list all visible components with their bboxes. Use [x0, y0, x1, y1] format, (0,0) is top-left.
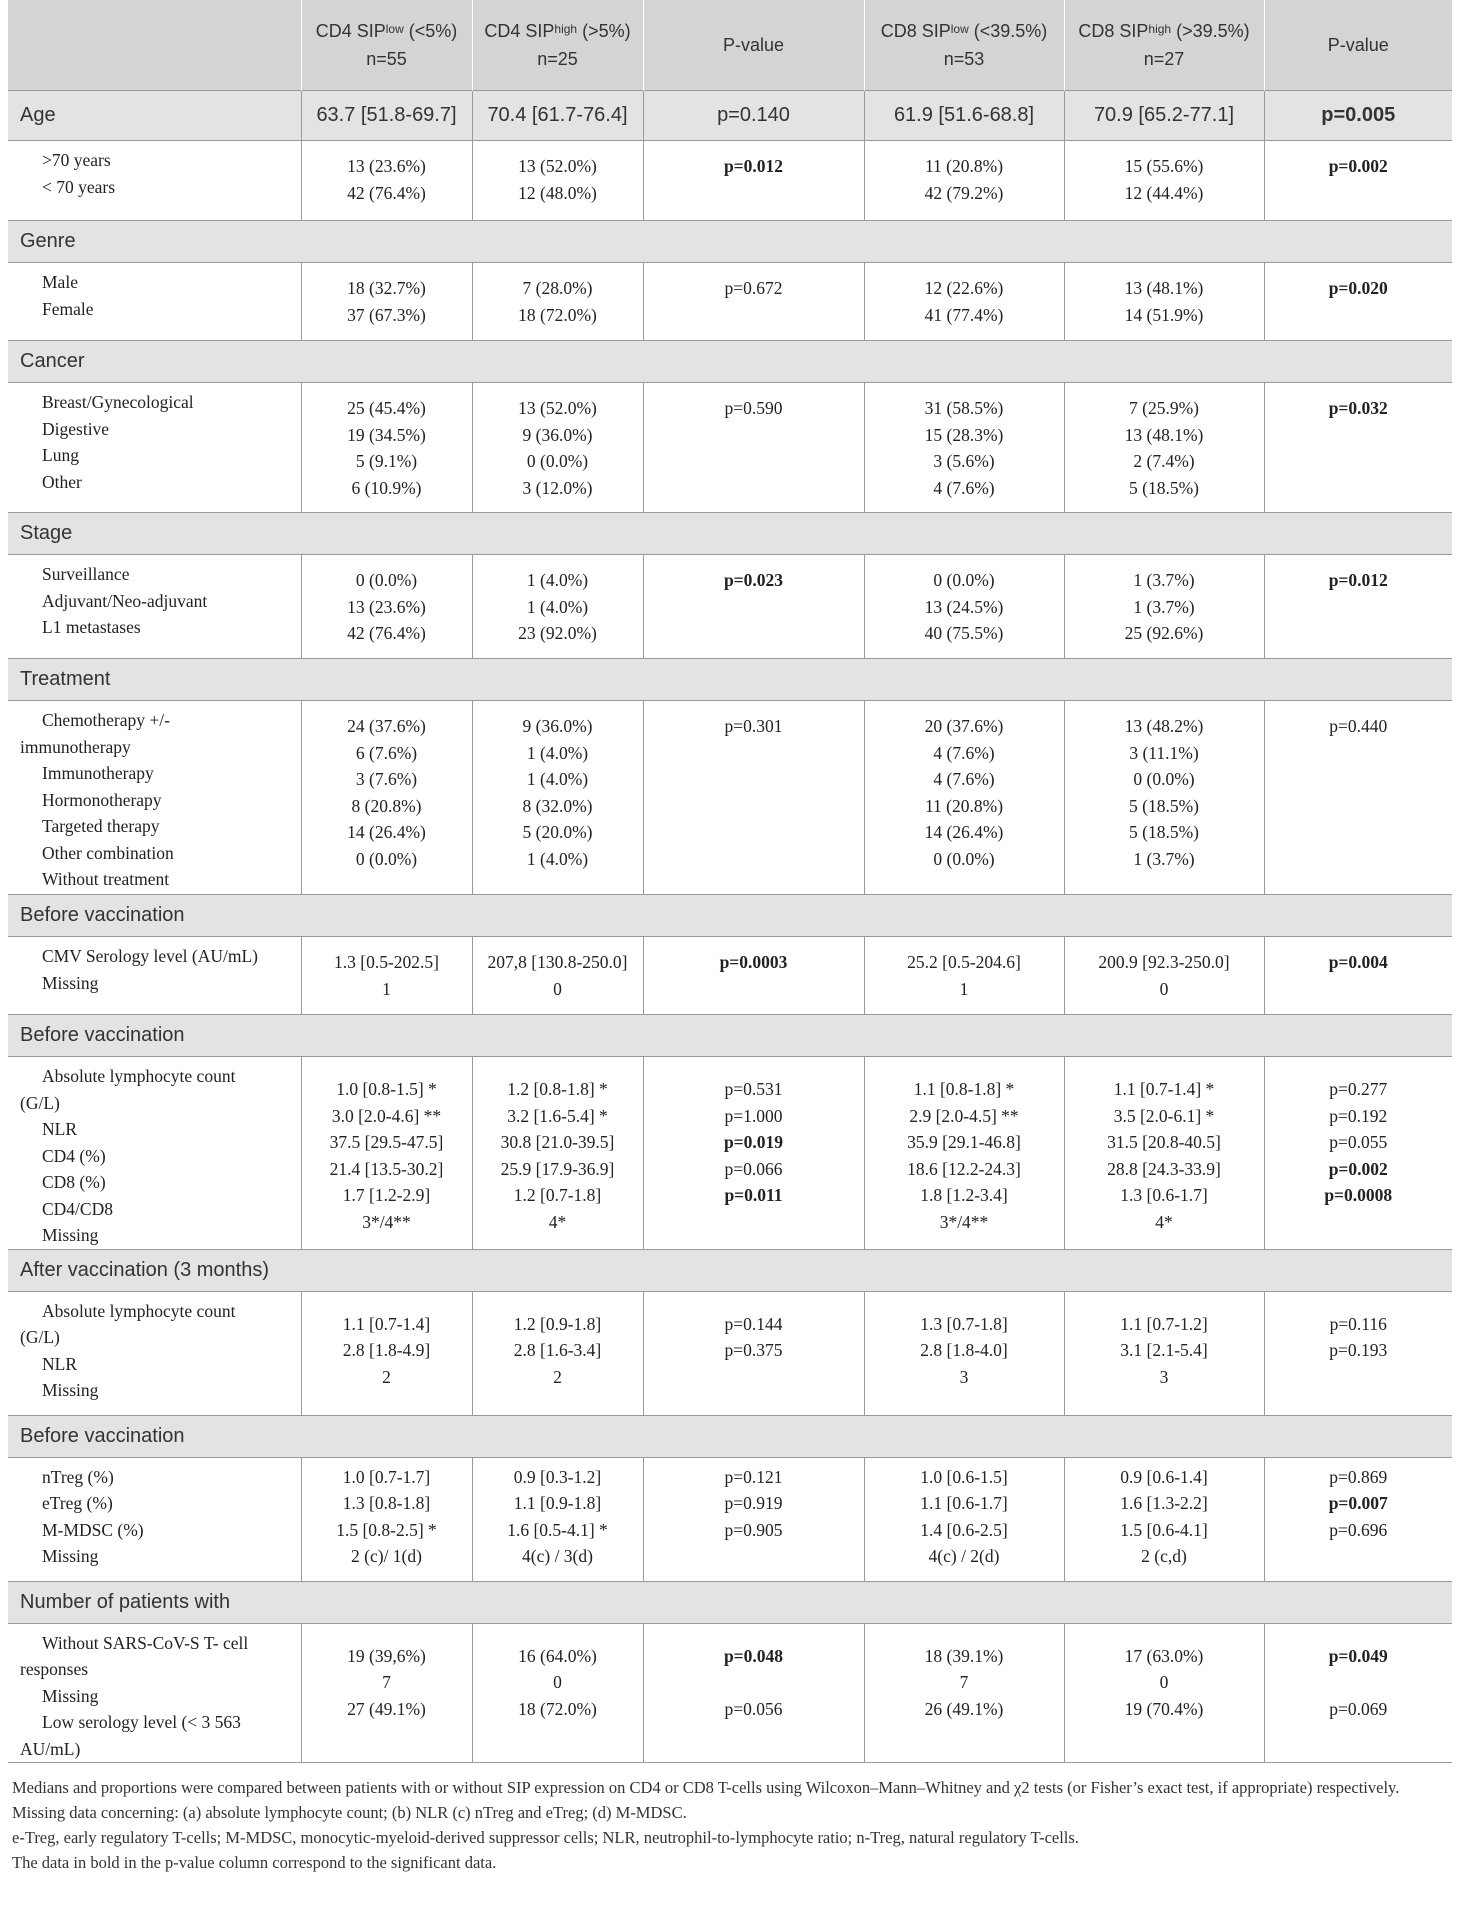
cell-value: 1 (3.7%)	[1133, 570, 1195, 590]
cell-value: 207,8 [130.8-250.0]	[487, 952, 628, 972]
p-value: p=0.069	[1329, 1698, 1388, 1719]
row-label: NLR	[42, 1119, 77, 1139]
cell-value: 40 (75.5%)	[924, 623, 1004, 643]
cell-value: 0	[1159, 978, 1169, 999]
cell-value: 25.9 [17.9-36.9]	[500, 1158, 615, 1179]
cell-value: 30.8 [21.0-39.5]	[500, 1132, 615, 1152]
cell-value: 3.1 [2.1-5.4]	[1120, 1340, 1208, 1360]
table-footnotes	[8, 1763, 1452, 1875]
cell-value: 13 (52.0%)	[518, 398, 597, 418]
cell-value: 4 (7.6%)	[933, 477, 995, 498]
cell-value: 2.8 [1.8-4.9]	[342, 1340, 431, 1360]
cell-value: 1.1 [0.8-1.8] *	[913, 1079, 1015, 1099]
section-title: Before vaccination	[8, 895, 1452, 937]
cell-value: 1	[382, 978, 391, 999]
age-label: Age	[8, 91, 301, 141]
cell-value: 3*/4**	[939, 1211, 989, 1232]
cell-value: 2	[382, 1366, 391, 1387]
cell-value: 26 (49.1%)	[924, 1698, 1004, 1719]
cell-value: 0 (0.0%)	[933, 848, 995, 869]
p-value: p=0.672	[724, 278, 783, 298]
p-value: p=0.007	[1328, 1493, 1388, 1513]
section-before-vaccination-cmv	[8, 895, 1452, 937]
cell-value: 1 (3.7%)	[1133, 848, 1195, 869]
cell-value: 7 (28.0%)	[522, 278, 593, 298]
cell-value: 4*	[1155, 1211, 1173, 1232]
header-pvalue-cd8: P-value	[1264, 0, 1452, 91]
cell-value: 3.0 [2.0-4.6] **	[331, 1105, 442, 1126]
cell-value: 5 (9.1%)	[355, 451, 418, 471]
p-value: p=0.049	[1328, 1645, 1388, 1666]
cell-value: 1 (4.0%)	[526, 848, 589, 869]
p-value: p=0.696	[1329, 1519, 1388, 1540]
p-value: p=0.919	[724, 1493, 783, 1513]
cell-value: 1 (3.7%)	[1133, 596, 1195, 617]
row-label: Missing	[42, 972, 99, 993]
p-value: p=0.193	[1329, 1340, 1388, 1360]
cell-value: 7 (25.9%)	[1129, 398, 1199, 418]
cell-value: 5 (18.5%)	[1129, 822, 1199, 842]
row-label: Missing	[42, 1380, 99, 1400]
row-label: Chemotherapy +/-	[42, 710, 170, 730]
cell-value: 5 (18.5%)	[1129, 477, 1199, 498]
p-value: p=0.048	[723, 1645, 784, 1666]
cell-value: 3	[959, 1366, 969, 1387]
cell-value: 1.3 [0.8-1.8]	[342, 1493, 431, 1513]
cell-value: 7	[382, 1672, 391, 1692]
header-pvalue-cd4: P-value	[643, 0, 864, 91]
cell-value: 31.5 [20.8-40.5]	[1107, 1132, 1221, 1152]
cell-value: 0 (0.0%)	[526, 451, 589, 471]
row-label: CMV Serology level (AU/mL)	[42, 946, 258, 966]
header-cd8-high: CD8 $SIP^{high}$ (>39.5%) n=27	[1064, 0, 1264, 91]
row-label: AU/mL)	[20, 1738, 81, 1759]
cell-value: 42 (79.2%)	[924, 182, 1004, 203]
row-label: NLR	[42, 1353, 77, 1374]
section-genre	[8, 221, 1452, 263]
cell-value: 42 (76.4%)	[347, 182, 426, 203]
cancer-row	[8, 383, 1452, 513]
cell-value: 1	[959, 978, 969, 999]
cell-value: 25 (45.4%)	[347, 398, 426, 418]
cell-value: 11 (20.8%)	[924, 156, 1004, 176]
cell-value: 0.9 [0.3-1.2]	[513, 1466, 602, 1487]
cell-value: 200.9 [92.3-250.0]	[1098, 952, 1230, 972]
cell-value: 19 (70.4%)	[1124, 1698, 1204, 1719]
cell-value: 9 (36.0%)	[522, 716, 593, 736]
p-value: p=0.590	[724, 398, 783, 418]
row-label: Female	[42, 298, 94, 319]
p-value: p=0.020	[1328, 278, 1388, 298]
cell-value: 18 (32.7%)	[347, 278, 426, 298]
cell-value: 9 (36.0%)	[522, 424, 593, 445]
section-title: Stage	[8, 513, 1452, 555]
age-cd4-high: 70.4 [61.7-76.4]	[472, 91, 643, 141]
cell-value: 5 (18.5%)	[1129, 795, 1199, 816]
row-label: L1 metastases	[42, 617, 141, 637]
cell-value: 1.2 [0.8-1.8] *	[507, 1079, 608, 1099]
cell-value: 0 (0.0%)	[355, 570, 418, 590]
p-value: p=0.121	[724, 1466, 783, 1487]
genre-row	[8, 263, 1452, 341]
p-value: p=0.012	[723, 156, 784, 176]
cell-value: 1.0 [0.7-1.7]	[342, 1466, 431, 1487]
cell-value: 7	[959, 1672, 969, 1692]
cell-value: 0 (0.0%)	[933, 570, 995, 590]
cell-value: 14 (26.4%)	[347, 822, 426, 842]
cell-value: 4 (7.6%)	[933, 769, 995, 789]
cell-value: 6 (10.9%)	[351, 477, 422, 498]
cell-value: 2.9 [2.0-4.5] **	[909, 1105, 1019, 1126]
cell-value: 24 (37.6%)	[347, 716, 426, 736]
p-value: p=0.440	[1329, 716, 1388, 736]
cell-value: 1.1 [0.9-1.8]	[513, 1493, 602, 1513]
cell-value: 13 (48.1%)	[1124, 424, 1204, 445]
cell-value: 1.5 [0.6-4.1]	[1120, 1519, 1208, 1540]
footnote-methods: Medians and proportions were compared between patients with or without SIP expression on CD4 or CD8 T-cells using Wilcoxon–Mann–Whitney and χ2 tests (or Fisher’s exact test, if appropriate) respectively. Missing data concerning: (a) absolute lymphocyte count; (b) NLR (c) nTreg and eTreg; (d) M-MDSC.	[12, 1778, 1400, 1822]
row-label: M-MDSC (%)	[42, 1519, 144, 1540]
lympho-before-row	[8, 1057, 1452, 1250]
cell-value: 41 (77.4%)	[924, 304, 1004, 325]
p-value: p=0.056	[724, 1698, 783, 1719]
cell-value: 19 (39,6%)	[347, 1645, 426, 1666]
age-cd4-low: 63.7 [51.8-69.7]	[301, 91, 472, 141]
section-number-of-patients	[8, 1581, 1452, 1623]
cell-value: 1.2 [0.7-1.8]	[513, 1185, 602, 1205]
row-label: CD8 (%)	[42, 1172, 106, 1192]
cell-value: 1.6 [1.3-2.2]	[1120, 1493, 1208, 1513]
p-value: p=0.301	[724, 716, 783, 736]
cell-value: 1.8 [1.2-3.4]	[920, 1185, 1008, 1205]
cell-value: 18.6 [12.2-24.3]	[907, 1158, 1021, 1179]
p-value: p=0.192	[1329, 1105, 1388, 1126]
row-label: Other	[42, 471, 82, 492]
cell-value: 1.3 [0.7-1.8]	[920, 1313, 1008, 1334]
cell-value: 13 (48.1%)	[1124, 278, 1204, 298]
cell-value: 19 (34.5%)	[347, 424, 426, 445]
p-value: p=0.066	[724, 1158, 783, 1179]
cell-value: 17 (63.0%)	[1124, 1645, 1204, 1666]
cell-value: 0	[553, 978, 562, 999]
cell-value: 13 (23.6%)	[347, 596, 426, 617]
row-label: Missing	[42, 1546, 99, 1566]
cell-value: 1.1 [0.7-1.4] *	[1113, 1079, 1215, 1099]
cell-value: 1 (4.0%)	[526, 596, 589, 617]
p-value: p=0.905	[724, 1519, 783, 1540]
section-title: Number of patients with	[8, 1581, 1452, 1623]
row-label: Adjuvant/Neo-adjuvant	[42, 590, 208, 611]
p-value: p=0.032	[1328, 398, 1388, 418]
cell-value: 1 (4.0%)	[526, 742, 589, 763]
row-label: Other combination	[42, 842, 174, 863]
row-label: Without treatment	[42, 869, 170, 889]
row-label: CD4 (%)	[42, 1145, 106, 1166]
cell-value: 12 (44.4%)	[1124, 182, 1204, 203]
cell-value: 3 (11.1%)	[1129, 742, 1199, 763]
row-label: Low serology level (< 3 563	[42, 1712, 241, 1732]
cell-value: 1.3 [0.6-1.7]	[1120, 1185, 1208, 1205]
row-label: Absolute lymphocyte count	[42, 1300, 236, 1321]
cell-value: 2 (c)/ 1(d)	[351, 1546, 422, 1566]
cell-value: 0	[553, 1672, 562, 1692]
cell-value: 37 (67.3%)	[347, 304, 426, 325]
cell-value: 6 (7.6%)	[355, 742, 418, 763]
section-before-vaccination-lympho	[8, 1015, 1452, 1057]
cell-value: 8 (32.0%)	[522, 795, 593, 816]
cell-value: 1.1 [0.7-1.4]	[342, 1313, 431, 1334]
cell-value: 0 (0.0%)	[355, 848, 418, 869]
cell-value: 3*/4**	[362, 1211, 411, 1232]
age-p1: p=0.140	[643, 91, 864, 141]
treatment-row	[8, 701, 1452, 895]
cell-value: 13 (23.6%)	[347, 156, 426, 176]
p-value: p=0.019	[723, 1132, 784, 1152]
row-label: Male	[42, 272, 78, 292]
section-stage	[8, 513, 1452, 555]
section-title: Treatment	[8, 659, 1452, 701]
cell-value: 4 (7.6%)	[933, 742, 995, 763]
lympho-after-row	[8, 1291, 1452, 1415]
p-value: p=0.0003	[719, 952, 788, 972]
header-cd4-low: CD4 $SIP^{low}$ (<5%) n=55	[301, 0, 472, 91]
p-value: p=0.055	[1329, 1132, 1388, 1152]
row-label: responses	[20, 1659, 89, 1679]
section-cancer	[8, 341, 1452, 383]
cell-value: 3	[1159, 1366, 1169, 1387]
row-label: (G/L)	[20, 1327, 60, 1347]
cell-value: 25 (92.6%)	[1124, 623, 1204, 643]
cell-value: 18 (72.0%)	[518, 304, 597, 325]
cell-value: 15 (55.6%)	[1124, 156, 1204, 176]
footnote-abbreviations: e-Treg, early regulatory T-cells; M-MDSC, monocytic-myeloid-derived suppressor cells; NLR, neutrophil-to-lymphocyte ratio; n-Treg, natural regulatory T-cells.	[12, 1828, 1079, 1847]
cell-value: 3 (5.6%)	[933, 451, 995, 471]
results-table-figure	[8, 0, 1452, 1875]
section-before-vaccination-treg	[8, 1415, 1452, 1457]
p-value: p=0.011	[724, 1185, 783, 1205]
cell-value: 35.9 [29.1-46.8]	[907, 1132, 1021, 1152]
cell-value: 2 (7.4%)	[1133, 451, 1195, 471]
cmv-row	[8, 937, 1452, 1015]
cell-value: 3.2 [1.6-5.4] *	[507, 1105, 608, 1126]
cell-value: 1.1 [0.6-1.7]	[920, 1493, 1008, 1513]
section-title: After vaccination (3 months)	[8, 1249, 1452, 1291]
header-blank	[8, 0, 301, 91]
cell-value: 1 (4.0%)	[526, 570, 589, 590]
cell-value: 31 (58.5%)	[924, 398, 1004, 418]
section-title: Cancer	[8, 341, 1452, 383]
section-title: Before vaccination	[8, 1015, 1452, 1057]
row-label: eTreg (%)	[42, 1493, 113, 1513]
cell-value: 2.8 [1.8-4.0]	[920, 1340, 1008, 1360]
age-group-label: >70 years	[42, 150, 111, 170]
cell-value: 1.0 [0.6-1.5]	[920, 1466, 1008, 1487]
header-row	[8, 0, 1452, 91]
patient-characteristics-table	[8, 0, 1452, 1763]
age-groups-row	[8, 141, 1452, 221]
cell-value: 28.8 [24.3-33.9]	[1107, 1158, 1221, 1179]
cell-value: 12 (22.6%)	[924, 278, 1004, 298]
section-title: Genre	[8, 221, 1452, 263]
age-cd8-high: 70.9 [65.2-77.1]	[1064, 91, 1264, 141]
stage-row	[8, 555, 1452, 659]
row-label: Absolute lymphocyte count	[42, 1066, 236, 1086]
p-value: p=0.0008	[1324, 1185, 1393, 1205]
age-group-label: < 70 years	[42, 176, 116, 197]
cell-value: 13 (52.0%)	[518, 156, 597, 176]
p-value: p=0.002	[1328, 156, 1388, 176]
age-p2: p=0.005	[1264, 91, 1452, 141]
patients-row	[8, 1623, 1452, 1763]
cell-value: 16 (64.0%)	[518, 1645, 597, 1666]
p-value: p=0.023	[723, 570, 784, 590]
p-value: p=1.000	[724, 1105, 783, 1126]
cell-value: 0	[1159, 1672, 1169, 1692]
row-label: nTreg (%)	[42, 1466, 114, 1487]
cell-value: 3 (12.0%)	[522, 477, 593, 498]
cell-value: 5 (20.0%)	[522, 822, 593, 842]
row-label: Digestive	[42, 418, 110, 439]
cell-value: 1.0 [0.8-1.5] *	[336, 1079, 437, 1099]
row-label: Missing	[42, 1685, 99, 1706]
cell-value: 1.7 [1.2-2.9]	[342, 1185, 431, 1205]
cell-value: 1.2 [0.9-1.8]	[513, 1313, 602, 1334]
row-label: (G/L)	[20, 1092, 60, 1113]
treg-row	[8, 1457, 1452, 1581]
section-treatment	[8, 659, 1452, 701]
p-value: p=0.375	[724, 1340, 783, 1360]
cell-value: 3.5 [2.0-6.1] *	[1113, 1105, 1215, 1126]
cell-value: 25.2 [0.5-204.6]	[907, 952, 1021, 972]
cell-value: 0 (0.0%)	[1133, 769, 1195, 789]
row-label: Hormonotherapy	[42, 789, 162, 810]
row-label: immunotherapy	[20, 736, 131, 757]
row-label: Surveillance	[42, 564, 130, 584]
cell-value: 14 (26.4%)	[924, 822, 1004, 842]
cell-value: 2	[553, 1366, 562, 1387]
p-value: p=0.277	[1329, 1079, 1388, 1099]
p-value: p=0.144	[724, 1313, 783, 1334]
cell-value: 1.1 [0.7-1.2]	[1120, 1313, 1208, 1334]
cell-value: 23 (92.0%)	[518, 623, 597, 643]
cell-value: 2.8 [1.6-3.4]	[513, 1340, 602, 1360]
cell-value: 13 (24.5%)	[924, 596, 1004, 617]
p-value: p=0.116	[1329, 1313, 1387, 1334]
cell-value: 4(c) / 2(d)	[928, 1546, 1000, 1566]
cell-value: 8 (20.8%)	[351, 795, 422, 816]
row-label: Targeted therapy	[42, 816, 160, 836]
p-value: p=0.531	[724, 1079, 783, 1099]
cell-value: 15 (28.3%)	[924, 424, 1004, 445]
cell-value: 13 (48.2%)	[1124, 716, 1204, 736]
p-value: p=0.004	[1328, 952, 1388, 972]
row-label: Immunotherapy	[42, 763, 154, 783]
cell-value: 18 (39.1%)	[924, 1645, 1004, 1666]
cell-value: 12 (48.0%)	[518, 182, 597, 203]
age-cd8-low: 61.9 [51.6-68.8]	[864, 91, 1064, 141]
section-after-vaccination	[8, 1249, 1452, 1291]
row-label: Breast/Gynecological	[42, 392, 194, 412]
section-title: Before vaccination	[8, 1415, 1452, 1457]
row-label: Missing	[42, 1225, 99, 1245]
p-value: p=0.012	[1328, 570, 1388, 590]
p-value: p=0.002	[1328, 1158, 1388, 1179]
row-label: Without SARS-CoV-S T- cell	[42, 1632, 249, 1653]
cell-value: 3 (7.6%)	[355, 769, 418, 789]
cell-value: 11 (20.8%)	[924, 795, 1004, 816]
cell-value: 21.4 [13.5-30.2]	[329, 1158, 444, 1179]
cell-value: 4(c) / 3(d)	[522, 1546, 593, 1566]
cell-value: 4*	[548, 1211, 567, 1232]
cell-value: 1.4 [0.6-2.5]	[920, 1519, 1008, 1540]
cell-value: 18 (72.0%)	[518, 1698, 597, 1719]
header-cd8-low: CD8 $SIP^{low}$ (<39.5%) n=53	[864, 0, 1064, 91]
cell-value: 1.3 [0.5-202.5]	[334, 952, 439, 972]
age-row	[8, 91, 1452, 141]
p-value: p=0.869	[1329, 1466, 1388, 1487]
footnote-bold-note: The data in bold in the p-value column correspond to the significant data.	[12, 1853, 497, 1872]
cell-value: 2 (c,d)	[1141, 1546, 1187, 1566]
cell-value: 14 (51.9%)	[1124, 304, 1204, 325]
cell-value: 20 (37.6%)	[924, 716, 1004, 736]
cell-value: 1.6 [0.5-4.1] *	[507, 1519, 608, 1540]
cell-value: 27 (49.1%)	[347, 1698, 426, 1719]
row-label: Lung	[42, 445, 79, 465]
row-label: CD4/CD8	[42, 1198, 113, 1219]
cell-value: 42 (76.4%)	[347, 623, 426, 643]
cell-value: 0.9 [0.6-1.4]	[1120, 1466, 1208, 1487]
cell-value: 1 (4.0%)	[526, 769, 589, 789]
cell-value: 37.5 [29.5-47.5]	[329, 1132, 444, 1152]
cell-value: 1.5 [0.8-2.5] *	[336, 1519, 437, 1540]
header-cd4-high: CD4 $SIP^{high}$ (>5%) n=25	[472, 0, 643, 91]
